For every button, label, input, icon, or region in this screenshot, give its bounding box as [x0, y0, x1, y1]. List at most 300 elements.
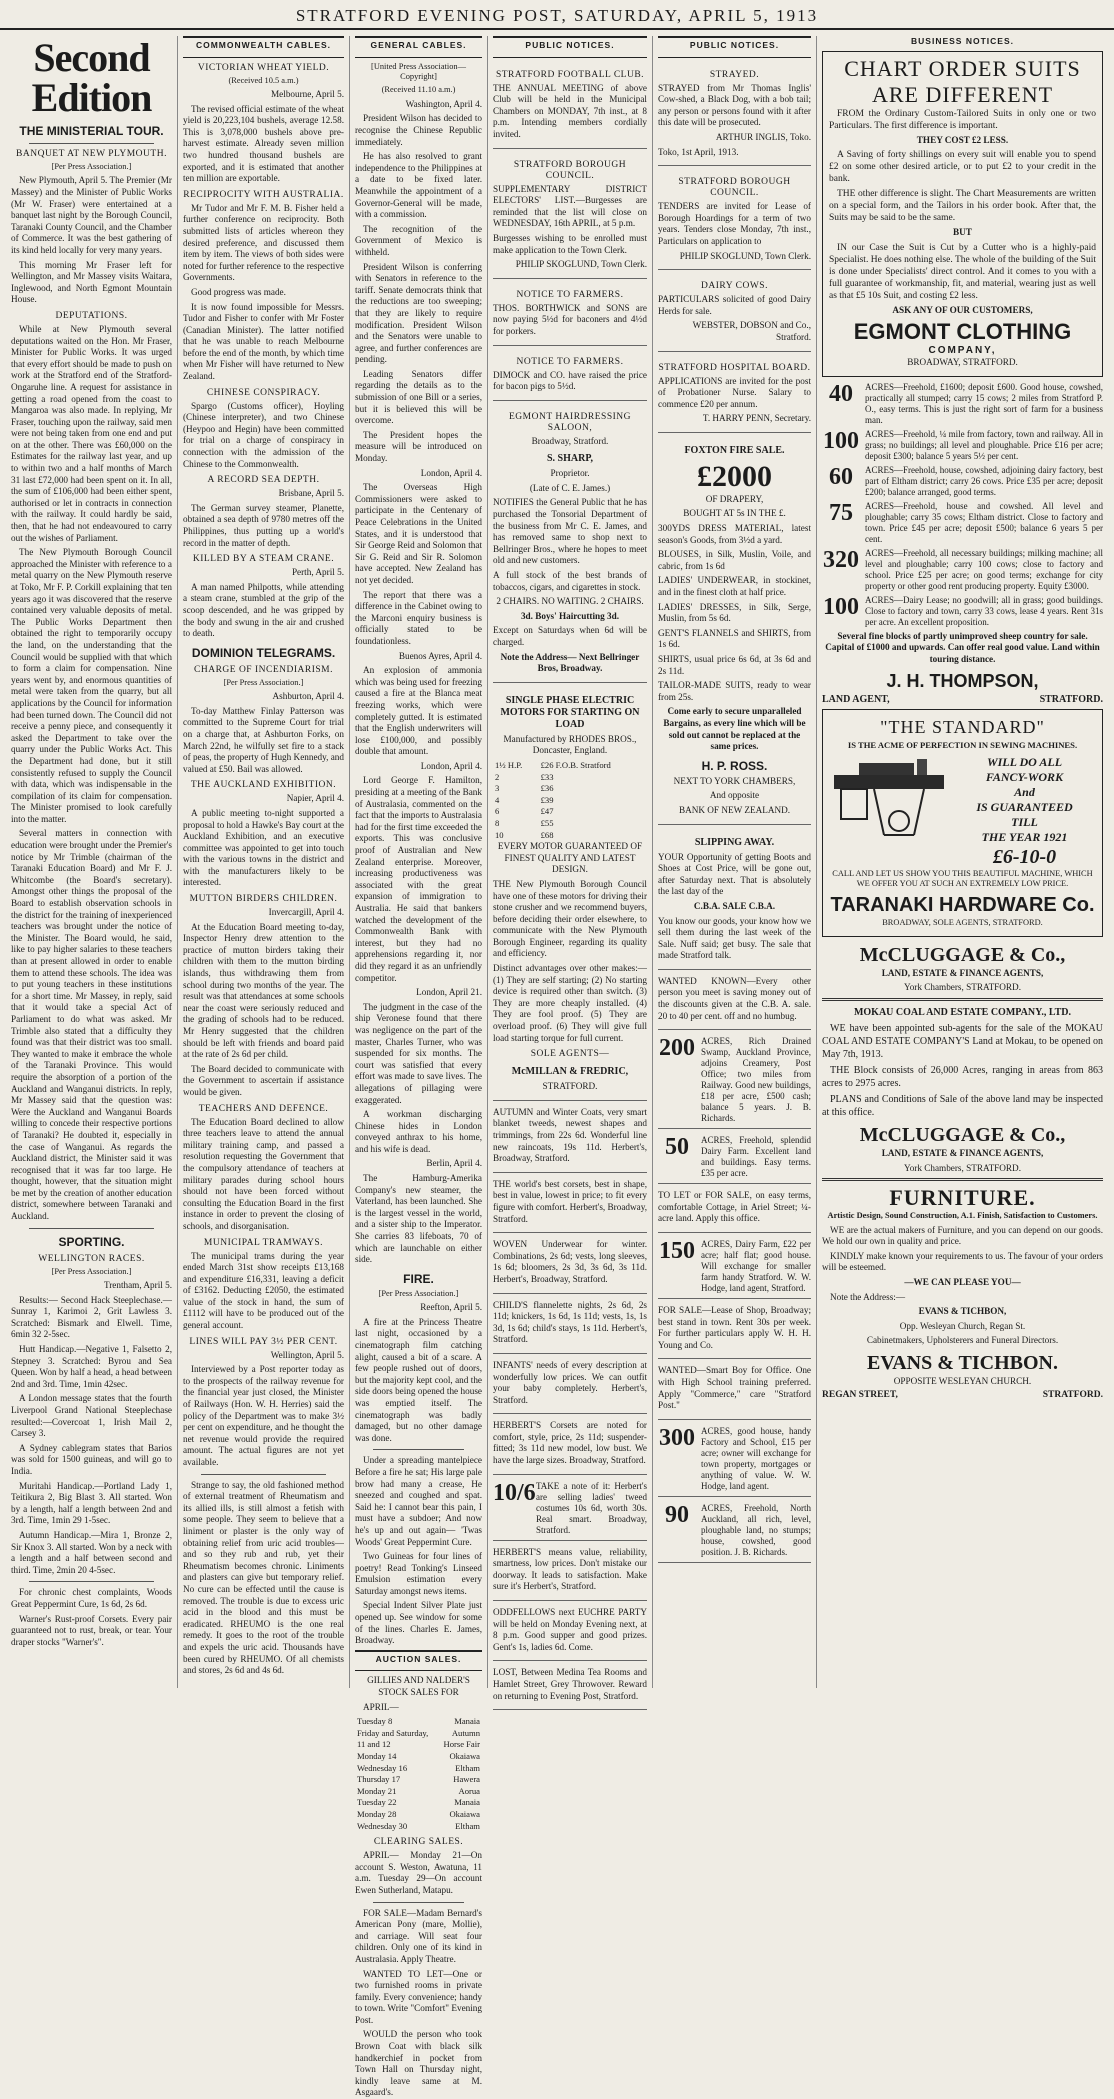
small-ad: Two Guineas for four lines of poetry! Read Tonking's Linseed Emulsion estimation every Saturday amongst news items. [355, 1551, 482, 1596]
ad-text: WANTED KNOWN—Every other person you meet is saving money out of the discounts given at the C.B. A. sale. 20 to 40 per cent. off and no humbug. [658, 975, 811, 1021]
classified-ad [658, 1236, 811, 1299]
auction-row [355, 1716, 482, 1728]
ad-text: THE other difference is slight. The Chart Measurements are written on a special form, and the Tailors in his order book. After that, the Suits may be said to be the same. [829, 189, 1096, 224]
divider [29, 1581, 154, 1582]
auction-title: AUCTION SALES. [375, 1653, 462, 1664]
masthead: STRATFORD EVENING POST, SATURDAY, APRIL 5, 1913 [0, 6, 1114, 30]
subheading: KILLED BY A STEAM CRANE. [192, 554, 335, 565]
motor-row [493, 795, 647, 807]
notice-title: NOTICE TO FARMERS. [516, 289, 624, 300]
motor-price: £47 [540, 806, 554, 817]
article-paragraph: Mr Tudor and Mr F. M. B. Fisher held a further conference on reciprocity. Both submitted lists of articles whereon they desired preference, and discussed them item by item. The views of both sides were noted for further reference to the respective Governments. [183, 202, 344, 283]
article-paragraph: To-day Matthew Finlay Patterson was committed to the Supreme Court for trial on a charge that, at Ashburton Forks, on March 22nd, he wilfully set fire to a stack of peas, the property of Hugh Kennedy, and valued at £50. Bail was allowed. [183, 705, 344, 774]
furniture-text: Opp. Wesleyan Church, Regan St. [899, 1320, 1026, 1331]
ad-headline: ARE DIFFERENT [871, 81, 1054, 107]
notice-title: SINGLE PHASE ELECTRIC MOTORS FOR STARTING ON LOAD [500, 694, 640, 730]
herberts-ad [493, 1417, 647, 1474]
furniture-text: WE are the actual makers of Furniture, and you can depend on our goods. We hold our own in quality and price. [822, 1224, 1103, 1247]
classified-ad [658, 1500, 811, 1563]
notice-borough-council [493, 152, 647, 279]
fire-sale-item: LADIES' UNDERWEAR, in stockinet, and in the finest cloth at half price. [658, 575, 811, 598]
auction-day: Monday 28 [357, 1808, 397, 1819]
furniture-big-name: EVANS & TICHBON. [867, 1351, 1058, 1374]
article-paragraph: He has also resolved to grant independence to the Philippines at a date to be fixed later. Meanwhile the appointment of a Governor-General will be made, with a commission. [355, 151, 482, 220]
article-paragraph: APRIL— Monday 21—On account S. Weston, Awatuna, 11 a.m. Tuesday 29—On account Ewen Sutherland, Matapu. [355, 1850, 482, 1895]
ad-text: TAKE a note of it: Herbert's are selling ladies' tweed costumes 10s 6d, worth 30s. Real smart. Broadway, Stratford. [536, 1480, 647, 1535]
ad-number: 150 [659, 1238, 695, 1265]
article-paragraph: A Sydney cablegram states that Barios was sold for 1500 guineas, and will go to India. [11, 1442, 172, 1476]
ad-text: LOST, Between Medina Tea Rooms and Hamlet Street, Grey Throwover. Reward on returning to Evening Post, Stratford. [493, 1667, 647, 1701]
article-paragraph: The Education Board declined to allow three teachers leave to attend the annual military training camp, and passed a resolution requesting the Government that the compulsory attendance of teachers at military parades during school hours should not have been forced without consulting the Education Board in the first instance in order to prevent the closing of schools, and disorganisation. [183, 1116, 344, 1231]
column-1 [6, 36, 178, 1688]
headline-ministerial-tour: THE MINISTERIAL TOUR. [19, 124, 164, 138]
listing-acres: 100 [823, 593, 859, 620]
notice-text: Note the Address— Next Bellringer Bros, Broadway. [500, 651, 640, 674]
notice-title: STRATFORD BOROUGH COUNCIL. [513, 159, 627, 181]
article-paragraph: New Plymouth, April 5. The Premier (Mr Massey) and the Minister of Public Works (Mr W. Fraser) were entertained at a banquet last night by the Borough Council, Taranaki County Council, and the Chamber of Commerce. It was the best gathering of its kind held locally for very many years. [11, 175, 172, 255]
proprietor-name: S. SHARP, [546, 453, 594, 465]
article-paragraph: President Wilson is conferring with Senators in reference to the tariff. Senate democrats think that the reductions are too sweeping; that they are likely to require modification. President Wilson and the Senators were unable to agree, and further conferences are pending. [355, 261, 482, 365]
property-listing [822, 382, 1103, 426]
small-ad: WOULD the person who took Brown Coat with black silk handkerchief in pocket from Town Hall on Thursday night, kindly leave same at M. Asgaard's. [355, 2029, 482, 2098]
herberts-ad [493, 1236, 647, 1293]
column-4 [488, 36, 653, 1701]
auction-day: Monday 21 [357, 1785, 397, 1796]
subheading: WELLINGTON RACES. [38, 1253, 145, 1264]
agent-name: McMILLAN & FREDRIC, [511, 1066, 629, 1078]
lost-ad [493, 1664, 647, 1710]
dateline: Napier, April 4. [286, 793, 344, 804]
motor-price-table [493, 760, 647, 841]
subheading: CHINESE CONSPIRACY. [206, 387, 321, 398]
notice-hospital-board [658, 355, 811, 433]
notice-text: (Late of C. E. James.) [529, 482, 611, 493]
classified-ad [658, 1302, 811, 1359]
slogan-line: And [1014, 784, 1035, 799]
furniture-street: REGAN STREET, [822, 1390, 898, 1401]
classified-ad [658, 973, 811, 1030]
small-ad: FOR SALE—Madam Bernard's American Pony (mare, Mollie), and carriage. Will seat four children. Only one of its kind in Australasia. Apply Theatre. [355, 1907, 482, 1964]
ad-text: FROM the Ordinary Custom-Tailored Suits in only one or two Particulars. The first difference is important. [829, 108, 1096, 131]
subheading: CLEARING SALES. [373, 1837, 464, 1848]
agency-credit: [Per Press Association.] [51, 162, 132, 171]
notice-slipping-away [658, 828, 811, 970]
motor-row [493, 818, 647, 830]
auction-place: Manaia [454, 1797, 480, 1808]
ad-number: 300 [659, 1424, 695, 1451]
furniture-sub: Artistic Design, Sound Construction, A.1. Finish, Satisfaction to Customers. [827, 1211, 1098, 1221]
herberts-ad [493, 1357, 647, 1414]
notice-text: STRAYED from Mr Thomas Inglis' Cow-shed, a Black Dog, with a bob tail; any person or persons found with it after this date will be prosecuted. [658, 82, 811, 128]
divider [822, 1178, 1103, 1181]
article-paragraph: The President hopes the measure will be introduced on Monday. [355, 429, 482, 464]
slogan-line: WILL DO ALL [986, 754, 1063, 769]
column-header [658, 36, 811, 58]
slogan-line: TILL [1011, 814, 1038, 829]
subheading: BANQUET AT NEW PLYMOUTH. [16, 149, 167, 159]
ad-text: ODDFELLOWS next EUCHRE PARTY will be held on Monday Evening next, at 8 p.m. Good supper and good prizes. Gent's 1s, ladies 6d. Come. [493, 1607, 647, 1652]
mokau-text: PLANS and Conditions of Sale of the above land may be inspected at this office. [822, 1093, 1103, 1118]
notice-text: Distinct advantages over other makes:—(1) They are self starting; (2) No starting device is required other than switch. (3) They are more cheaply installed. (4) They are fool proof. (5) They are overload proof. (6) They will give full load starting torque for full current. [493, 963, 647, 1043]
article-paragraph: A London message states that the fourth Liverpool Grand National Steeplechase resulted:—Covercoat 1, Irish Mail 2, Carsey 3. [11, 1393, 172, 1439]
notice-electric-motors [493, 686, 647, 1101]
small-ad: Warner's Rust-proof Corsets. Every pair guaranteed not to rust, break, or tear. Your draper stocks "Warner's". [11, 1613, 172, 1647]
fire-sale-amount: £2000 [697, 459, 772, 493]
motor-hp: 8 [495, 817, 500, 828]
article-paragraph: President Wilson has decided to recognise the Chinese Republic immediately. [355, 113, 482, 147]
auction-row [355, 1751, 482, 1763]
auction-place: Eltham [455, 1820, 480, 1831]
dateline: Washington, April 4. [405, 98, 482, 109]
motor-row [493, 830, 647, 842]
listing-text: ACRES—Freehold, house, cowshed, adjoining dairy factory, best part of Eltham district; carry 26 cows. Price £35 per acre; deposit £200; balance arranged, good terms. [865, 464, 1103, 497]
column-2 [178, 36, 350, 1688]
headline-fire: FIRE. [403, 1271, 434, 1286]
motor-row [493, 806, 647, 818]
ad-number: 90 [665, 1501, 689, 1528]
subheading: THE AUCKLAND EXHIBITION. [190, 780, 337, 791]
notice-text: NOTIFIES the General Public that he has purchased the Tonsorial Department of the business from Mr C. E. James, and has removed same to shop next to Bellringer Bros., where he hopes to meet old and new customers. [493, 497, 647, 566]
listing-acres: 75 [829, 499, 853, 526]
article-paragraph: Spargo (Customs officer), Hoyling (Chinese interpreter), and two Chinese (Heypoo and Hegin) have been committed for trial on a charge of conspiracy in connection with the admission of the Chinese to the Commonwealth. [183, 400, 344, 469]
notice-text: STRATFORD. [542, 1081, 598, 1092]
small-ad: WANTED TO LET—One or two furnished rooms in private family. Every convenience; handy to town. Write "Comfort" Evening Post. [355, 1968, 482, 2025]
notice-text: Except on Saturdays when 6d will be charged. [493, 625, 647, 647]
notice-text: And opposite [709, 790, 760, 801]
article-paragraph: The Hamburg-Amerika Company's new steamer, the Vaterland, has been launched. She is the largest vessel in the world, and a sister ship to the Imperator. She carries 83 lifeboats, 70 of which are launchable on either side. [355, 1173, 482, 1265]
article-paragraph: Leading Senators differ regarding the details as to the submission of one Bill or a series, but it is believed this will be overcome. [355, 368, 482, 426]
article-paragraph: A workman discharging Chinese hides in London conveyed anthrax to his home, and his wife is dead. [355, 1109, 482, 1154]
article-paragraph: Several matters in connection with education were brought under the Premier's notice by Mr Trimble (chairman of the Taranaki Education Board) and Mr F. J. Whitcombe (the Board's secretary). Amongst other things the proposal of the Board to establish observation schools in the district for the training of inexperienced teachers was brought under the notice of the Minister. The Board would, he said, like to pay higher salaries to these teachers than at present allowed in order to enable them to attend these schools. The idea was to put young teachers in these institutions for a short time. Mr Massey, in reply, said that it would take a special Act of Parliament to do what was asked. Mr Trimble also stated that a difficulty they found was that their district was too small. They wanted to make it embrace the whole of the Taranaki Province. This would require the absorption of a portion of the Auckland and Wanganui districts. In reply, Mr Massey said that the question was: Were the Auckland and Wanganui Boards willing to concede their respective portions of Taranaki? He doubted it, especially in the case of Wanganui. As regards the Auckland district, the Minister said it was recognised that it was far too large. He thought, however, that the situation might be met by the creation of another education district, somewhere between Taranaki and Auckland. [11, 828, 172, 1222]
column-title: PUBLIC NOTICES. [525, 40, 615, 50]
ad-text: HERBERT'S means value, reliability, smartness, low prices. Don't mistake our doorway. It leads to satisfaction. Make sure it's Herbert's, Stratford. [493, 1546, 647, 1592]
slogan-line: IS GUARANTEED [976, 799, 1073, 814]
article-paragraph: Lord George F. Hamilton, presiding at a meeting of the Bank of Australasia, commented on the fact that the imports to Australasia had for the first time exceeded the exports. This was conclusive proof of Australian and New Zealand enterprise. Moreover, increasing productiveness was associated with the great expansion of immigration to Australia. He said that bankers watched the development of the Commonwealth Bank with interest, but they had no apprehensions regarding it, nor did they regard it as an unfriendly competitor. [355, 775, 482, 983]
article-paragraph: While at New Plymouth several deputations waited on the Hon. Mr Fraser, Minister for Public Works. It was urged that every effort should be made to push on work at the Stratford end of the Stratford-Ongaruhe line. A request for assistance in getting a road opened from the coast to Mangaroa was also made. In replying, Mr Fraser, touching upon the railway, said men were not being taken from one end and put on at the other. There was £60,000 on the Estimates for the railway last year, and up to within two and a half months of March 31 last £72,000 had been spent on it. In all, the sum of £106,000 had been either spent, authorised or let in contracts in connection with the railway. It could hardly be said, then, that he had not endeavoured to carry out the wishes of Parliament. [11, 323, 172, 543]
mccluggage-sub: LAND, ESTATE & FINANCE AGENTS, [881, 1147, 1044, 1158]
headline-dominion-telegrams: DOMINION TELEGRAMS. [191, 645, 336, 660]
ad-text: CALL AND LET US SHOW YOU THIS BEAUTIFUL MACHINE, WHICH WE OFFER YOU AT SUCH AN EXTREMELY LOW PRICE. [832, 868, 1093, 888]
ross-name: H. P. ROSS. [701, 758, 768, 773]
ad-text: ACRES, Freehold, splendid Dairy Farm. Excellent land and buildings. Easy terms. £35 per acre. [701, 1135, 811, 1179]
auction-place: Autumn Horse Fair [443, 1727, 480, 1750]
listing-acres: 320 [823, 546, 859, 573]
auction-day: Tuesday 22 [357, 1797, 397, 1808]
classified-ad [658, 1033, 811, 1129]
column-title: PUBLIC NOTICES. [689, 40, 780, 50]
column-3 [350, 36, 488, 2098]
fire-sale-item: 300YDS DRESS MATERIAL, latest season's Goods, from 3½d a yard. [658, 523, 811, 545]
auction-place: Okaiawa [449, 1751, 480, 1761]
article-paragraph: It is now found impossible for Messrs. Tudor and Fisher to confer with Mr Foster (Canadian Minister). The latter notified that he was unable to reach Melbourne before the end of the month, by which time when Mr Fisher will have returned to New Zealand. [183, 301, 344, 382]
notice-text: OF DRAPERY, [705, 493, 764, 504]
fire-sale-item: BLOUSES, in Silk, Muslin, Voile, and cabric, from 1s 6d [658, 549, 811, 571]
listing-text: ACRES—Freehold, ¼ mile from factory, town and railway. All in grass; no buildings; all level and ploughable. Price £16 per acre; deposit £300; balance 5 years 5½ per cent. [865, 428, 1103, 461]
sewing-machine-icon [829, 755, 949, 845]
agency-credit: [Per Press Association.] [51, 1266, 132, 1276]
column-header [493, 36, 647, 58]
article-paragraph: The municipal trams during the year ended March 31st show receipts £13,168 and expenditure £16,331, leaving a deficit of £3162. Deducting £2050, the estimated value of the stock in hand, the sum of £1112 will have to be produced out of the general account. [183, 1250, 344, 1331]
dateline: Melbourne, April 5. [271, 89, 344, 99]
column-title: GENERAL CABLES. [370, 40, 467, 50]
article-paragraph: Interviewed by a Post reporter today as to the prospects of the railway revenue for the financial year just closed, the Minister of Railways (Hon. W. H. Herries) said the policy of the Department was to make 3½ per cent on expenditure, and he thought the net revenue would provide the required amount. The actual figures are not yet available. [183, 1364, 344, 1467]
dateline: London, April 21. [416, 987, 482, 998]
article-paragraph: Autumn Handicap.—Mira 1, Bronze 2, Sir Knox 3. All started. Won by a neck with a length and a half between second and third. Time, 2min 20 4-5sec. [11, 1529, 172, 1575]
auction-day: Wednesday 16 [357, 1762, 408, 1773]
slogan-line: THE YEAR 1921 [981, 829, 1068, 844]
article-paragraph: A public meeting to-night supported a proposal to hold a Hawke's Bay court at the Auckland Exhibition, and an executive committee was appointed to get into touch with the various towns in the district and with the manufacturers likely to be interested. [183, 807, 344, 888]
fire-sale-items [658, 523, 811, 703]
property-listing [822, 429, 1103, 462]
notice-strayed [658, 62, 811, 167]
ad-number: 50 [665, 1134, 689, 1161]
listing-acres: 100 [823, 427, 859, 454]
notice-signature: PHILIP SKOGLUND, Town Clerk. [679, 250, 811, 261]
ad-text: WOVEN Underwear for winter. Combinations, 2s 6d; vests, long sleeves, 1s 6d; bloomers, 2s 3d, 3s 6d, 3s 11d. Herbert's, Broadway, Stratford. [493, 1239, 647, 1284]
notice-text: THE New Plymouth Borough Council have one of these motors for driving their stone crusher and we recommend buyers, before deciding their order elsewhere, to communicate with the New Plymouth Borough Engineer, regarding its quality and efficiency. [493, 878, 647, 959]
motor-price: £68 [540, 829, 554, 840]
article-paragraph: The judgment in the case of the ship Veronese found that there was negligence on the part of the master, Charles Turner, who was suspended for six months. The court was satisfied that every effort was made to save lives. The allegations of pillaging were exaggerated. [355, 1001, 482, 1105]
listing-text: ACRES—Dairy Lease; no goodwill; all in grass; good buildings. Close to factory and town, carry 33 cows, lease 4 years. Rent 31s per acre. An excellent proposition. [865, 594, 1103, 627]
received-time: (Received 11.10 a.m.) [381, 85, 456, 95]
mokau-title: MOKAU COAL AND ESTATE COMPANY., LTD. [853, 1006, 1072, 1018]
subheading: MUNICIPAL TRAMWAYS. [203, 1237, 324, 1248]
auction-place: Manaia [454, 1716, 480, 1727]
poem: Under a spreading mantelpiece Before a fire he sat; His large pale brow had many a crease, He sneezed and coughed and spat. Said he: I cannot bear this pain, I must have a subdoer; And now he's up and out again— 'Twas Woods' Great Peppermint Cure. [355, 1455, 482, 1547]
column-header [355, 36, 482, 58]
notice-text: DIMOCK and CO. have raised the price for bacon pigs to 5½d. [493, 369, 647, 392]
divider [201, 1474, 326, 1475]
ad-text: ACRES, Dairy Farm, £22 per acre; half flat; good house. Will exchange for smaller farm handy Stratford. W. W. Hodge, land agent, Stratford. [701, 1239, 811, 1294]
notice-text: BOUGHT AT 5s IN THE £. [683, 508, 786, 519]
property-listing [822, 595, 1103, 628]
article-paragraph: A fire at the Princess Theatre last night, occasioned by a cinematograph film catching alight, caused a bit of a scare. A few people rushed out of doors, but the majority kept cool, and the side doors being opened the house was emptied itself. The cinematograph was badly damaged, but no other damage was done. [355, 1316, 482, 1443]
auction-day: Friday and Saturday, 11 and 12 [357, 1727, 429, 1750]
motor-hp: 2 [495, 771, 500, 782]
auction-row [355, 1821, 482, 1833]
egmont-company: COMPANY, [928, 345, 997, 357]
standard-body [829, 755, 1096, 869]
auction-row [355, 1763, 482, 1775]
ad-text: FOR SALE—Lease of Shop, Broadway; best stand in town. Rent 30s per week. For further particulars apply W. H. H. Young and Co. [658, 1305, 811, 1350]
article-paragraph: This morning Mr Fraser left for Wellington, and Mr Massey visits Waitara, Inglewood, and North Egmont Mountain House. [11, 259, 172, 305]
auction-place: Hawera [453, 1774, 480, 1785]
property-listing [822, 548, 1103, 592]
furniture-text: KINDLY make known your requirements to us. The favour of your orders will be esteemed. [822, 1250, 1103, 1273]
auction-row [355, 1728, 482, 1751]
ad-text: WANTED—Smart Boy for Office. One with High School training preferred. Apply "Commerce," care "Stratford Post." [658, 1365, 811, 1411]
article-paragraph: Hutt Handicap.—Negative 1, Falsetto 2, Stepney 3. Scratched: Byrou and Sea Queen. Won by half a head, a head between 2nd and 3rd. Time, 1min 42sec. [11, 1344, 172, 1389]
auction-firm: GILLIES AND NALDER'S STOCK SALES FOR [367, 1675, 470, 1698]
notice-title: STRATFORD HOSPITAL BOARD. [658, 362, 811, 373]
standard-sewing-machine-ad [822, 709, 1103, 937]
slogan-line: FANCY-WORK [985, 769, 1064, 784]
copyright-credit: [United Press Association—Copyright] [371, 61, 466, 81]
classified-ad [658, 1362, 811, 1419]
motor-price: £39 [540, 794, 554, 805]
headline-sporting: SPORTING. [58, 1234, 125, 1249]
notice-football-club [493, 62, 647, 149]
classified-ad [658, 1132, 811, 1184]
notice-text: Come early to secure unparalleled Bargains, as every line which will be sold out cannot be replaced at the same prices. [663, 706, 806, 752]
notice-title: EGMONT HAIRDRESSING SALOON, [508, 411, 631, 433]
thompson-town: STRATFORD. [1039, 694, 1103, 706]
listing-text: ACRES—Freehold, house and cowshed. All level and ploughable; carry 35 cows; Eltham district. Close to factory and town. Price £45 per acre; deposit £500; balance 6 years 5 per cent. [865, 500, 1103, 544]
dateline: Ashburton, April 4. [272, 691, 344, 702]
ad-text: ASK ANY OF OUR CUSTOMERS, [892, 304, 1033, 315]
notice-signature: ARTHUR INGLIS, Toko. [715, 131, 811, 142]
divider [373, 1902, 464, 1903]
edition-title: Second Edition [31, 35, 152, 120]
article-paragraph: At the Education Board meeting to-day, Inspector Henry drew attention to the practice of mutton birders taking their children with them to the mutton birding islands, thus withdrawing them from school during two months of the year. The result was that attendances at some schools near the coast were seriously reduced and the grading of schools had to be reduced. Mr Henry suggested that the children should be left with friends and board paid at the rate of 2s 6d per child. [183, 921, 344, 1060]
furniture-town: STRATFORD. [1042, 1390, 1103, 1401]
ad-number: 200 [659, 1035, 695, 1062]
auction-place: Eltham [455, 1762, 480, 1773]
ad-number: 10/6 [493, 1479, 536, 1506]
dateline: Perth, April 5. [291, 567, 344, 578]
taranaki-address: BROADWAY, SOLE AGENTS, STRATFORD. [882, 918, 1043, 928]
notice-text: YOUR Opportunity of getting Boots and Shoes at Cost Price, will be gone out, after Saturday next. That is absolutely the last day of the [658, 851, 811, 897]
notice-text: THE ANNUAL MEETING of above Club will be held in the Municipal Chambers on MONDAY, 7th inst., at 8 p.m. Intending members cordially invited. [493, 82, 647, 139]
fire-sale-item: TAILOR-MADE SUITS, ready to wear from 25s. [658, 680, 811, 702]
auction-day: Wednesday 30 [357, 1820, 408, 1831]
notice-text: 3d. Boys' Haircutting 3d. [520, 610, 620, 621]
mccluggage-name: McCLUGGAGE & Co., [859, 1123, 1066, 1146]
ad-text: HERBERT'S Corsets are noted for comfort, style, price, 2s 11d; suspender-fitted; 3s 11d new model, low bust. We have the large sizes. Broadway, Stratford. [493, 1420, 647, 1466]
thompson-footer [822, 694, 1103, 706]
notice-signature: T. HARRY PENN, Secretary. [702, 413, 811, 424]
notice-title: SOLE AGENTS— [530, 1049, 610, 1060]
ad-text: BUT [953, 227, 972, 238]
thompson-name: J. H. THOMPSON, [886, 671, 1039, 692]
notice-title: STRATFORD BOROUGH COUNCIL. [678, 177, 791, 199]
auction-row [355, 1809, 482, 1821]
divider [29, 1228, 154, 1229]
article-paragraph: The New Plymouth Borough Council approached the Minister with reference to a metal quarry on the New Plymouth reserve at Toko, Mr F. P. Corkill explaining that ten years ago it was discovered that the reserve contained very valuable deposits of metal. The Public Works Department then obtained the right to temporarily occupy the land, on the understanding that the Council would be supplied with that which to form a claim for compensation. Nine years went by, and enormous quantities of metal were taken from the quarry, but all applications by the Council for information had been turned down. The Council did not receive a penny piece, and consequently it asked the Department to take over the quarry under the Public Works Act. This the Department had done, but it still consistently refused to supply the Council with data, which was indispensable in the compilation of its claim for compensation. The Minister promised to look carefully into the matter. [11, 547, 172, 824]
notice-title: NOTICE TO FARMERS. [516, 356, 624, 367]
mccluggage-sub: LAND, ESTATE & FINANCE AGENTS, [881, 967, 1044, 978]
notice-text: C.B.A. SALE C.B.A. [693, 900, 776, 911]
mccluggage-name: McCLUGGAGE & Co., [859, 943, 1066, 966]
property-listing [822, 465, 1103, 498]
furniture-title: FURNITURE. [889, 1185, 1036, 1211]
classified-ad [658, 1423, 811, 1497]
agency-credit: [Per Press Association.] [378, 1288, 459, 1298]
listing-acres: 40 [829, 380, 853, 407]
ad-headline: CHART ORDER SUITS [844, 55, 1081, 81]
notice-fire-sale [658, 436, 811, 825]
notice-text: Broadway, Stratford. [531, 435, 609, 446]
column-header [183, 36, 344, 58]
notice-borough-tenders [658, 169, 811, 270]
herberts-ad [493, 1104, 647, 1173]
ad-text: ACRES, Rich Drained Swamp, Auckland Province, adjoins Creamery, Post Office; two miles from Railway. Good new buildings, £18 per acre, £500 cash; balance 5 years. J. B. Richards. [701, 1036, 811, 1124]
notice-text: SUPPLEMENTARY DISTRICT ELECTORS' LIST.—Burgesses are reminded that the list will close on WEDNESDAY, 16th APRIL, at 5 p.m. [493, 183, 647, 229]
ad-text: TO LET or FOR SALE, on easy terms, comfortable Cottage, in Ariel Street; ¼-acre land. Apply this office. [658, 1190, 811, 1224]
subheading: RECIPROCITY WITH AUSTRALIA. [183, 189, 344, 200]
dateline: London, April 4. [420, 467, 482, 478]
subheading: A RECORD SEA DEPTH. [207, 475, 320, 486]
notice-text: THOS. BORTHWICK and SONS are now paying 5½d for baconers and 4½d for porkers. [493, 302, 647, 336]
herberts-ad [493, 1176, 647, 1233]
notice-title: DAIRY COWS. [701, 281, 768, 292]
article-paragraph: The Board decided to communicate with the Government to ascertain if assistance would be given. [183, 1063, 344, 1097]
article-paragraph: The report that there was a difference in the Cabinet owing to the Marconi enquiry business is officially stated to be foundationless. [355, 589, 482, 646]
property-listings [822, 382, 1103, 628]
herberts-ad [493, 1478, 647, 1541]
notice-title: STRAYED. [709, 69, 760, 80]
mokau-text: THE Block consists of 26,000 Acres, ranging in areas from 863 acres to 2975 acres. [822, 1064, 1103, 1089]
motor-price: £26 F.O.B. Stratford [540, 759, 611, 770]
subheading: DEPUTATIONS. [55, 310, 128, 321]
divider [373, 1449, 464, 1450]
article-paragraph: The recognition of the Government of Mexico is withheld. [355, 223, 482, 257]
ad-text: THE world's best corsets, best in shape, best in value, lowest in price; to fit every figure with comfort. Herbert's, Broadway, Stratford. [493, 1178, 647, 1224]
furniture-text: OPPOSITE WESLEYAN CHURCH. [893, 1375, 1032, 1386]
mccluggage-address: York Chambers, STRATFORD. [904, 1162, 1021, 1173]
subheading: LINES WILL PAY 3½ PER CENT. [189, 1336, 338, 1347]
small-ad: Special Indent Silver Plate just opened up. See window for some of the lines. Charles E. James, Broadway. [355, 1600, 482, 1646]
standard-price: £6-10-0 [992, 845, 1057, 868]
dateline: Brisbane, April 5. [278, 488, 344, 499]
dateline: Buenos Ayres, April 4. [398, 650, 482, 661]
fire-sale-item: SHIRTS, usual price 6s 6d, at 3s 6d and 2s 11d. [658, 654, 811, 676]
column-5 [653, 36, 817, 1688]
property-listing [822, 501, 1103, 545]
ad-text: ACRES, Freehold, North Auckland, all rich, level, ploughable land, no stumps; house, cowshed, good position. J. B. Richards. [701, 1502, 811, 1557]
dateline: London, April 4. [420, 760, 482, 771]
column-title: BUSINESS NOTICES. [911, 36, 1014, 46]
ad-text: A Saving of forty shillings on every suit will enable you to spend £2 on some other desired article, or to put £2 to your credit in the bank. [829, 150, 1096, 185]
notice-text: You know our goods, your know how we sell them during the last week of the Sale. Nuff said; get busy. The sale that made Stratford talk. [658, 915, 811, 961]
notice-hairdressing [493, 404, 647, 683]
received-time: (Received 10.5 a.m.) [228, 75, 299, 85]
thompson-text: Several fine blocks of partly unimproved sheep country for sale. Capital of £1000 and upwards. Can offer real good value. Land within touring distance. [825, 630, 1100, 664]
auction-day: Monday 14 [357, 1751, 397, 1761]
subheading: VICTORIAN WHEAT YIELD. [197, 62, 330, 73]
notice-text: Burgesses wishing to be enrolled must make application to the Town Clerk. [493, 232, 647, 255]
column-title: COMMONWEALTH CABLES. [195, 40, 332, 50]
auction-row [355, 1786, 482, 1798]
motor-hp: 6 [495, 806, 500, 817]
notice-farmers-2 [493, 349, 647, 401]
ad-text: IN our Case the Suit is Cut by a Cutter who is a highly-paid Specialist. He does nothing else. The whole of the building of the Suit is done under Specialists' direct control. And it comes to you with a full guarantee of workmanship, fit, and material, wearing just as well as that £5 10s Suit, and costing £2 less. [829, 242, 1096, 301]
mokau-text: WE have been appointed sub-agents for the sale of the MOKAU COAL AND ESTATE COMPANY'S Land at Mokau, to be opened on May 7th, 1913. [822, 1022, 1103, 1060]
auction-header [355, 1650, 482, 1672]
notice-title: SLIPPING AWAY. [694, 836, 775, 848]
notice-text: BANK OF NEW ZEALAND. [678, 804, 791, 815]
notice-text: PARTICULARS solicited of good Dairy Herds for sale. [658, 294, 811, 316]
motor-row [493, 783, 647, 795]
auction-place: Aorua [458, 1785, 480, 1796]
auction-row [355, 1797, 482, 1809]
furniture-firm: EVANS & TICHBON, [918, 1306, 1007, 1317]
motor-hp: 10 [495, 829, 504, 840]
subheading: MUTTON BIRDERS CHILDREN. [189, 894, 338, 905]
thompson-role: LAND AGENT, [822, 694, 890, 706]
furniture-text: —WE CAN PLEASE YOU— [904, 1276, 1021, 1287]
ad-text: IS THE ACME OF PERFECTION IN SEWING MACHINES. [847, 739, 1078, 750]
divider [29, 143, 154, 144]
notice-text: APPLICATIONS are invited for the post of Probationer Nurse. Salary to commence £20 per annum. [658, 375, 811, 409]
auction-day: Tuesday 8 [357, 1716, 393, 1727]
notice-text: A full stock of the best brands of tobaccos, cigars, and cigarettes in stock. [493, 570, 647, 592]
chart-order-suits-ad [822, 51, 1103, 377]
furniture-text: Note the Address:— [830, 1291, 906, 1302]
listing-text: ACRES—Freehold, all necessary buildings; milking machine; all level and ploughable; carry 100 cows; close to factory and school. Price £25 per acre; on good terms; exchange for city property or other good rent producing property. Equity £3000. [865, 547, 1103, 591]
notice-title: FOXTON FIRE SALE. [684, 444, 785, 456]
ad-headline: "THE STANDARD" [880, 716, 1045, 737]
